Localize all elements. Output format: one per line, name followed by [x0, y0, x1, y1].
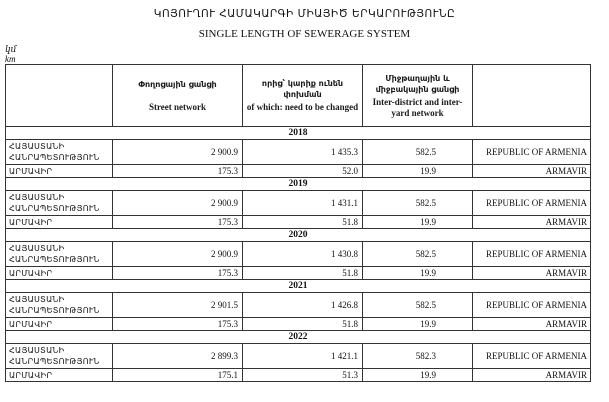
year-label: 2021 — [6, 280, 591, 293]
street-network-value: 2 901.5 — [113, 293, 243, 318]
region-name-english: REPUBLIC OF ARMENIA — [473, 344, 591, 369]
region-name-english: REPUBLIC OF ARMENIA — [473, 191, 591, 216]
table-row — [6, 242, 591, 267]
region-name-english: REPUBLIC OF ARMENIA — [473, 293, 591, 318]
region-name-english: REPUBLIC OF ARMENIA — [473, 242, 591, 267]
page-title-english: SINGLE LENGTH OF SEWERAGE SYSTEM — [198, 28, 411, 40]
region-name-english: ARMAVIR — [473, 165, 591, 178]
region-name-english: REPUBLIC OF ARMENIA — [473, 140, 591, 165]
table-row — [6, 293, 591, 318]
region-name-armenian: ՀԱՅԱՍՏԱՆԻ ՀԱՆՐԱՊԵՏՈՒԹՅՈՒՆ — [6, 242, 113, 267]
table-row — [6, 344, 591, 369]
page-title-armenian: ԿՈՅՈՒՂՈՒ ՀԱՄԱԿԱՐԳԻ ՄԻԱՅԻԾ ԵՐԿԱՐՈՒԹՅՈՒՆԸ — [153, 8, 456, 20]
inter-network-value: 19.9 — [363, 369, 473, 382]
header-region-en — [473, 65, 591, 127]
need-change-value: 51.8 — [243, 267, 363, 280]
region-name-english: ARMAVIR — [473, 369, 591, 382]
header-region — [6, 65, 113, 127]
region-name-armenian: ԱՐՄԱՎԻՐ — [6, 216, 113, 229]
street-network-value: 175.3 — [113, 318, 243, 331]
inter-network-value: 582.5 — [363, 293, 473, 318]
need-change-value: 1 435.3 — [243, 140, 363, 165]
inter-network-value: 582.5 — [363, 191, 473, 216]
region-name-armenian: ԱՐՄԱՎԻՐ — [6, 165, 113, 178]
region-name-armenian: ՀԱՅԱՍՏԱՆԻ ՀԱՆՐԱՊԵՏՈՒԹՅՈՒՆ — [6, 191, 113, 216]
region-name-armenian: ԱՐՄԱՎԻՐ — [6, 318, 113, 331]
region-name-english: ARMAVIR — [473, 216, 591, 229]
street-network-value: 2 900.9 — [113, 140, 243, 165]
table-row — [6, 191, 591, 216]
region-name-english: ARMAVIR — [473, 318, 591, 331]
street-network-value: 175.3 — [113, 216, 243, 229]
street-network-value: 2 900.9 — [113, 191, 243, 216]
need-change-value: 1 421.1 — [243, 344, 363, 369]
unit-label-armenian: կմ — [5, 44, 17, 54]
year-row — [6, 280, 591, 293]
region-name-armenian: ԱՐՄԱՎԻՐ — [6, 267, 113, 280]
table-header-row — [6, 65, 591, 127]
unit-label-english: km — [5, 54, 16, 64]
need-change-value: 1 431.1 — [243, 191, 363, 216]
table-row — [6, 267, 591, 280]
region-name-armenian: ԱՐՄԱՎԻՐ — [6, 369, 113, 382]
year-row — [6, 178, 591, 191]
region-name-armenian: ՀԱՅԱՍՏԱՆԻ ՀԱՆՐԱՊԵՏՈՒԹՅՈՒՆ — [6, 293, 113, 318]
year-row — [6, 229, 591, 242]
year-label: 2020 — [6, 229, 591, 242]
street-network-value: 175.1 — [113, 369, 243, 382]
inter-network-value: 582.3 — [363, 344, 473, 369]
sewerage-length-table — [5, 64, 591, 382]
need-change-value: 51.3 — [243, 369, 363, 382]
header-need-change: որից՝ կարիք ունեն փոխման of which: need to be changed — [243, 65, 363, 127]
region-name-armenian: ՀԱՅԱՍՏԱՆԻ ՀԱՆՐԱՊԵՏՈՒԹՅՈՒՆ — [6, 140, 113, 165]
year-label: 2018 — [6, 127, 591, 140]
need-change-value: 52.0 — [243, 165, 363, 178]
street-network-value: 2 899.3 — [113, 344, 243, 369]
street-network-value: 175.3 — [113, 267, 243, 280]
inter-network-value: 19.9 — [363, 165, 473, 178]
table-body — [6, 127, 591, 382]
inter-network-value: 582.5 — [363, 242, 473, 267]
table-row — [6, 369, 591, 382]
region-name-armenian: ՀԱՅԱՍՏԱՆԻ ՀԱՆՐԱՊԵՏՈՒԹՅՈՒՆ — [6, 344, 113, 369]
header-inter-network: Միջթաղային և միջբակային ցանցի Inter-district and inter-yard network — [363, 65, 473, 127]
header-street-network: Փողոցային ցանցի Street network — [113, 65, 243, 127]
need-change-value: 1 426.8 — [243, 293, 363, 318]
year-label: 2022 — [6, 331, 591, 344]
year-label: 2019 — [6, 178, 591, 191]
region-name-english: ARMAVIR — [473, 267, 591, 280]
year-row — [6, 127, 591, 140]
need-change-value: 51.8 — [243, 318, 363, 331]
inter-network-value: 19.9 — [363, 216, 473, 229]
need-change-value: 1 430.8 — [243, 242, 363, 267]
table-row — [6, 216, 591, 229]
table-row — [6, 140, 591, 165]
table-row — [6, 165, 591, 178]
street-network-value: 2 900.9 — [113, 242, 243, 267]
table-row — [6, 318, 591, 331]
street-network-value: 175.3 — [113, 165, 243, 178]
inter-network-value: 582.5 — [363, 140, 473, 165]
need-change-value: 51.8 — [243, 216, 363, 229]
inter-network-value: 19.9 — [363, 318, 473, 331]
year-row — [6, 331, 591, 344]
inter-network-value: 19.9 — [363, 267, 473, 280]
